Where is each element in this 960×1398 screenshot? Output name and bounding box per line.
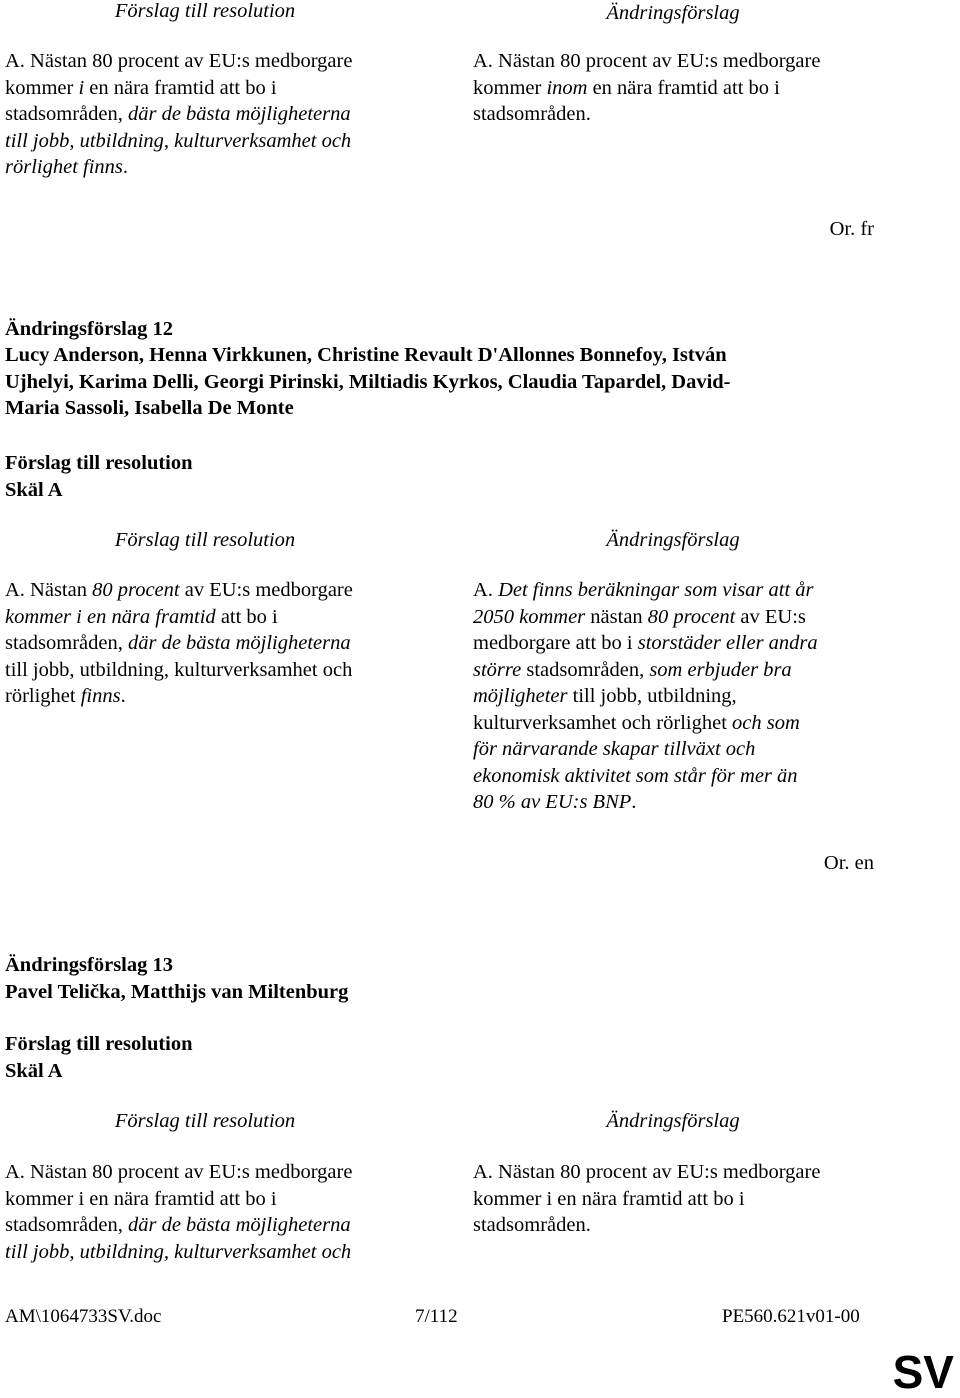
text-line <box>5 577 445 604</box>
text-run: A. Nästan 80 procent av EU:s medborgare <box>473 1161 821 1183</box>
text-run: A. Nästan 80 procent av EU:s medborgare <box>5 1161 353 1183</box>
text-line <box>473 736 913 763</box>
italic-text-run: storstäder eller andra <box>637 632 818 654</box>
text-run: en nära framtid att bo i <box>84 76 277 99</box>
amendment-authors <box>5 342 731 422</box>
text-run: A. Nästan 80 procent av EU:s medborgare <box>473 50 821 72</box>
text-line <box>5 1159 445 1186</box>
original-language: Or. en <box>823 852 874 874</box>
text-run: . <box>120 685 126 707</box>
amended-document: Förslag till resolution <box>5 1033 193 1055</box>
italic-text-run: 80 procent <box>647 605 736 628</box>
text-run: kulturverksamhet och rörlighet <box>473 711 733 734</box>
column-heading-original: Förslag till resolution <box>114 529 296 551</box>
italic-text-run: större <box>473 658 522 681</box>
italic-text-run: möjligheter <box>473 685 568 707</box>
text-run: . <box>122 156 129 178</box>
text-run: kommer i en nära framtid att bo i <box>5 1187 277 1210</box>
text-line <box>5 101 445 128</box>
author-line: Lucy Anderson, Henna Virkkunen, Christine Revault D'Allonnes Bonnefoy, István <box>5 344 727 366</box>
italic-text-run: där de bästa möjligheterna <box>127 103 351 125</box>
text-line <box>5 154 445 181</box>
amended-reference: Skäl A <box>5 1060 63 1082</box>
original-text <box>5 48 445 181</box>
author-line: Maria Sassoli, Isabella De Monte <box>5 397 294 419</box>
italic-text-run: där de bästa möjligheterna <box>127 632 351 654</box>
italic-text-run: för närvarande skapar tillväxt och <box>473 738 756 760</box>
text-line <box>5 128 445 155</box>
text-line <box>473 1186 913 1213</box>
text-run: till jobb, utbildning, <box>567 685 737 707</box>
text-run: stadsområden. <box>473 103 591 125</box>
column-heading-amendment: Ändringsförslag <box>606 529 740 551</box>
text-run: stadsområden. <box>473 1214 591 1236</box>
footer-doc-ref: AM\1064733SV.doc <box>5 1306 162 1327</box>
author-line: Pavel Telička, Matthijs van Miltenburg <box>5 981 349 1003</box>
author-line: Ujhelyi, Karima Delli, Georgi Pirinski, Miltiadis Kyrkos, Claudia Tapardel, David- <box>5 370 731 393</box>
text-line <box>5 604 445 631</box>
italic-text-run: ekonomisk aktivitet som står för mer än <box>473 764 798 787</box>
text-run: A. <box>473 579 499 601</box>
amended-text <box>473 1159 913 1239</box>
text-run: A. Nästan 80 procent av EU:s medborgare <box>5 50 353 72</box>
column-heading-amendment: Ändringsförslag <box>606 2 740 24</box>
text-line <box>5 1186 445 1213</box>
text-line <box>5 1212 445 1239</box>
text-line <box>473 683 913 710</box>
text-run: till jobb, utbildning, kulturverksamhet och <box>5 658 353 681</box>
text-line <box>473 763 913 790</box>
text-run: stadsområden, <box>5 1214 128 1236</box>
text-run: kommer <box>5 76 79 99</box>
text-line <box>5 1239 445 1266</box>
language-mark: SV <box>892 1346 954 1398</box>
text-run: medborgare att bo i <box>473 632 638 654</box>
amendment-authors <box>5 979 348 1006</box>
text-run: en nära framtid att bo i <box>587 76 780 99</box>
footer-pe-ref: PE560.621v01-00 <box>722 1306 860 1327</box>
amendment-title: Ändringsförslag 12 <box>5 318 174 340</box>
italic-text-run: där de bästa möjligheterna <box>127 1214 351 1236</box>
text-line <box>473 710 913 737</box>
text-run: stadsområden, <box>5 632 128 654</box>
footer-page-number: 7/112 <box>415 1306 458 1327</box>
italic-text-run: finns <box>80 685 121 707</box>
text-line <box>473 789 913 816</box>
text-run: kommer <box>473 76 547 99</box>
italic-text-run: 80 % av EU:s BNP <box>473 791 632 813</box>
text-line <box>5 683 445 710</box>
text-line <box>5 657 445 684</box>
text-run: rörlighet <box>5 685 81 707</box>
text-line <box>5 630 445 657</box>
text-line <box>473 657 913 684</box>
text-line <box>473 75 913 102</box>
italic-text-run: och som <box>732 711 800 734</box>
text-run: stadsområden, <box>521 658 650 681</box>
text-line <box>473 48 913 75</box>
amended-document: Förslag till resolution <box>5 452 193 474</box>
italic-text-run: till jobb, utbildning, kulturverksamhet och <box>5 129 352 152</box>
column-heading-amendment: Ändringsförslag <box>606 1110 740 1132</box>
column-heading-original: Förslag till resolution <box>114 1110 296 1132</box>
text-line <box>473 630 913 657</box>
italic-text-run: inom <box>546 76 588 99</box>
italic-text-run: i <box>78 76 85 99</box>
text-line <box>473 101 913 128</box>
text-run: kommer i en nära framtid att bo i <box>473 1187 745 1210</box>
text-line <box>473 577 913 604</box>
text-line <box>5 48 445 75</box>
text-line <box>473 1159 913 1186</box>
italic-text-run: Det finns beräkningar som visar att år <box>498 579 814 601</box>
amendment-title: Ändringsförslag 13 <box>5 954 174 976</box>
original-text <box>5 577 445 710</box>
amended-text <box>473 48 913 128</box>
original-text <box>5 1159 445 1265</box>
italic-text-run: 80 procent <box>92 579 180 601</box>
amended-reference: Skäl A <box>5 479 63 501</box>
text-run: . <box>631 791 637 813</box>
italic-text-run: rörlighet finns <box>5 156 123 178</box>
text-run: stadsområden, <box>5 103 128 125</box>
amended-text <box>473 577 913 816</box>
text-run: att bo i <box>215 605 278 628</box>
italic-text-run: som erbjuder bra <box>649 658 792 681</box>
text-run: A. Nästan <box>5 579 93 601</box>
italic-text-run: till jobb, utbildning, kulturverksamhet och <box>5 1240 352 1263</box>
text-run: nästan <box>585 605 648 628</box>
original-language: Or. fr <box>829 218 874 240</box>
column-heading-original: Förslag till resolution <box>114 0 296 22</box>
text-line <box>5 75 445 102</box>
text-run: av EU:s <box>735 605 806 628</box>
italic-text-run: kommer i en nära framtid <box>5 605 216 628</box>
text-line <box>473 604 913 631</box>
text-line <box>473 1212 913 1239</box>
text-run: av EU:s medborgare <box>179 579 353 601</box>
italic-text-run: 2050 kommer <box>473 605 586 628</box>
